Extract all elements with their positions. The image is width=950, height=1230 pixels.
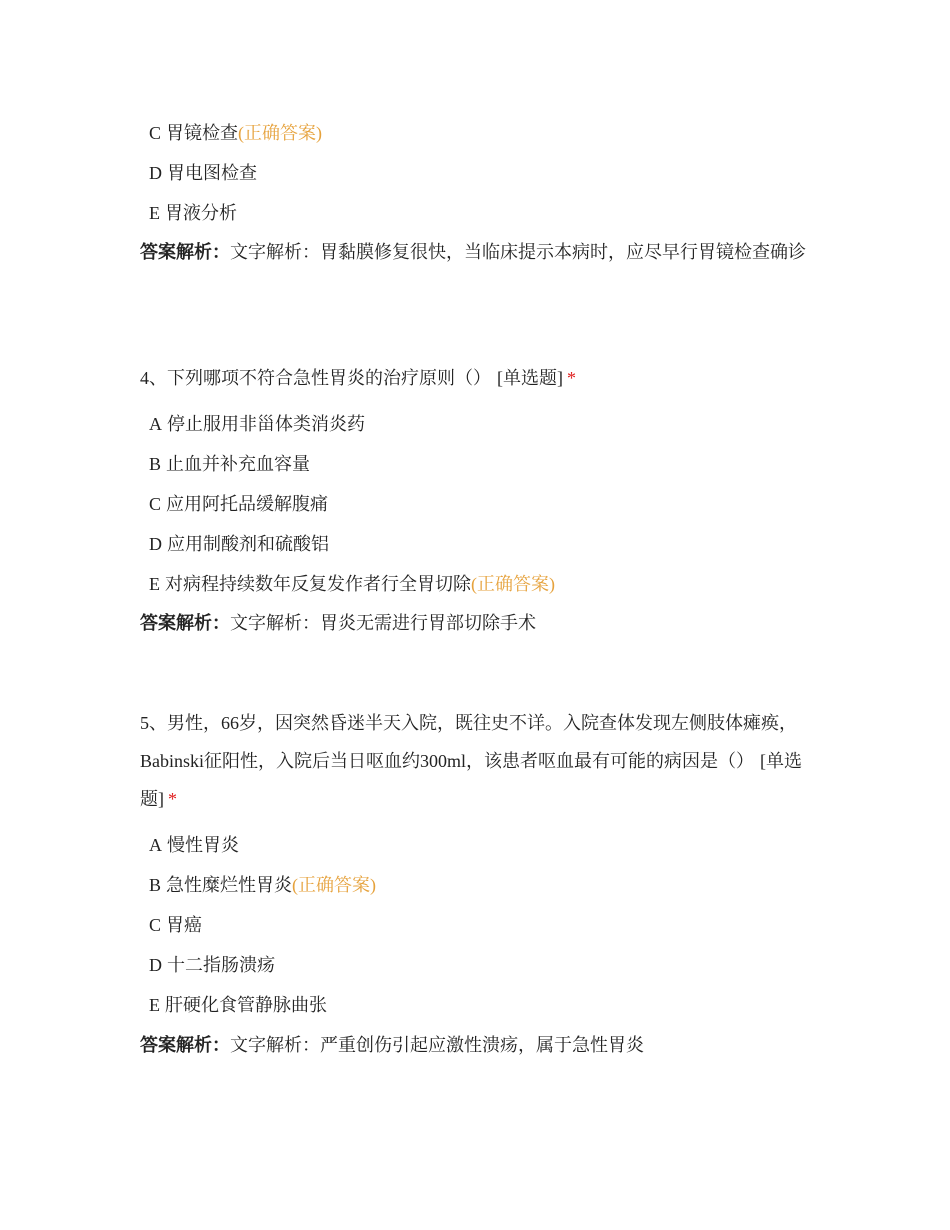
option-letter: D (149, 163, 162, 183)
option-text: 应用阿托品缓解腹痛 (166, 494, 329, 514)
analysis-label: 答案解析： (140, 613, 230, 633)
q5-option-d[interactable] (149, 953, 275, 977)
q5-answer-analysis (140, 1033, 820, 1058)
question-text: 5、男性，66岁，因突然昏迷半天入院，既往史不详。入院查体发现左侧肢体瘫痪， Babinski征阳性，入院后当日呕血约300ml，该患者呕血最有可能的病因是（） (140, 713, 797, 771)
option-letter: E (149, 203, 160, 223)
option-letter: E (149, 995, 160, 1015)
option-letter: E (149, 574, 160, 594)
option-text: 胃癌 (166, 915, 203, 935)
analysis-label: 答案解析： (140, 242, 230, 262)
option-text: 胃镜检查 (166, 123, 239, 143)
question-text: 4、下列哪项不符合急性胃炎的治疗原则（） (140, 368, 491, 388)
option-letter: D (149, 534, 162, 554)
option-letter: C (149, 123, 162, 143)
option-letter: C (149, 915, 162, 935)
correct-answer-tag: (正确答案) (292, 875, 377, 895)
option-letter: C (149, 494, 162, 514)
q4-option-e[interactable] (149, 572, 555, 596)
q5-option-e[interactable] (149, 993, 327, 1017)
correct-answer-tag: (正确答案) (238, 123, 323, 143)
q3-answer-analysis (140, 240, 820, 265)
option-text: 十二指肠溃疡 (167, 955, 275, 975)
option-letter: A (149, 414, 162, 434)
q4-option-a[interactable] (149, 412, 365, 436)
option-text: 胃液分析 (165, 203, 237, 223)
correct-answer-tag: (正确答案) (471, 574, 555, 594)
option-text: 慢性胃炎 (167, 835, 239, 855)
q5-option-b[interactable] (149, 873, 376, 897)
q3-option-c[interactable] (149, 121, 322, 145)
required-mark: * (567, 368, 576, 388)
q4-stem (140, 359, 820, 397)
option-text: 应用制酸剂和硫酸铝 (167, 534, 329, 554)
q5-option-c[interactable] (149, 913, 202, 937)
option-letter: B (149, 875, 162, 895)
q3-option-d[interactable] (149, 161, 257, 185)
option-text: 肝硬化食管静脉曲张 (165, 995, 327, 1015)
analysis-label: 答案解析： (140, 1035, 230, 1055)
option-text: 急性糜烂性胃炎 (166, 875, 293, 895)
required-mark: * (168, 789, 177, 809)
analysis-text: 文字解析：胃炎无需进行胃部切除手术 (230, 613, 536, 633)
question-type: [单选题] (140, 751, 803, 809)
q5-option-a[interactable] (149, 833, 239, 857)
q4-answer-analysis (140, 611, 820, 636)
analysis-text: 文字解析：胃黏膜修复很快，当临床提示本病时，应尽早行胃镜检查确诊 (230, 242, 806, 262)
option-text: 停止服用非甾体类消炎药 (167, 414, 365, 434)
q3-option-e[interactable] (149, 201, 237, 225)
option-text: 对病程持续数年反复发作者行全胃切除 (165, 574, 471, 594)
q4-option-b[interactable] (149, 452, 310, 476)
analysis-text: 文字解析：严重创伤引起应激性溃疡，属于急性胃炎 (230, 1035, 644, 1055)
option-letter: A (149, 835, 162, 855)
q4-option-c[interactable] (149, 492, 328, 516)
question-type: [单选题] (497, 368, 563, 388)
q5-stem (140, 704, 820, 818)
option-text: 止血并补充血容量 (166, 454, 311, 474)
option-letter: B (149, 454, 162, 474)
option-letter: D (149, 955, 162, 975)
option-text: 胃电图检查 (167, 163, 257, 183)
q4-option-d[interactable] (149, 532, 329, 556)
